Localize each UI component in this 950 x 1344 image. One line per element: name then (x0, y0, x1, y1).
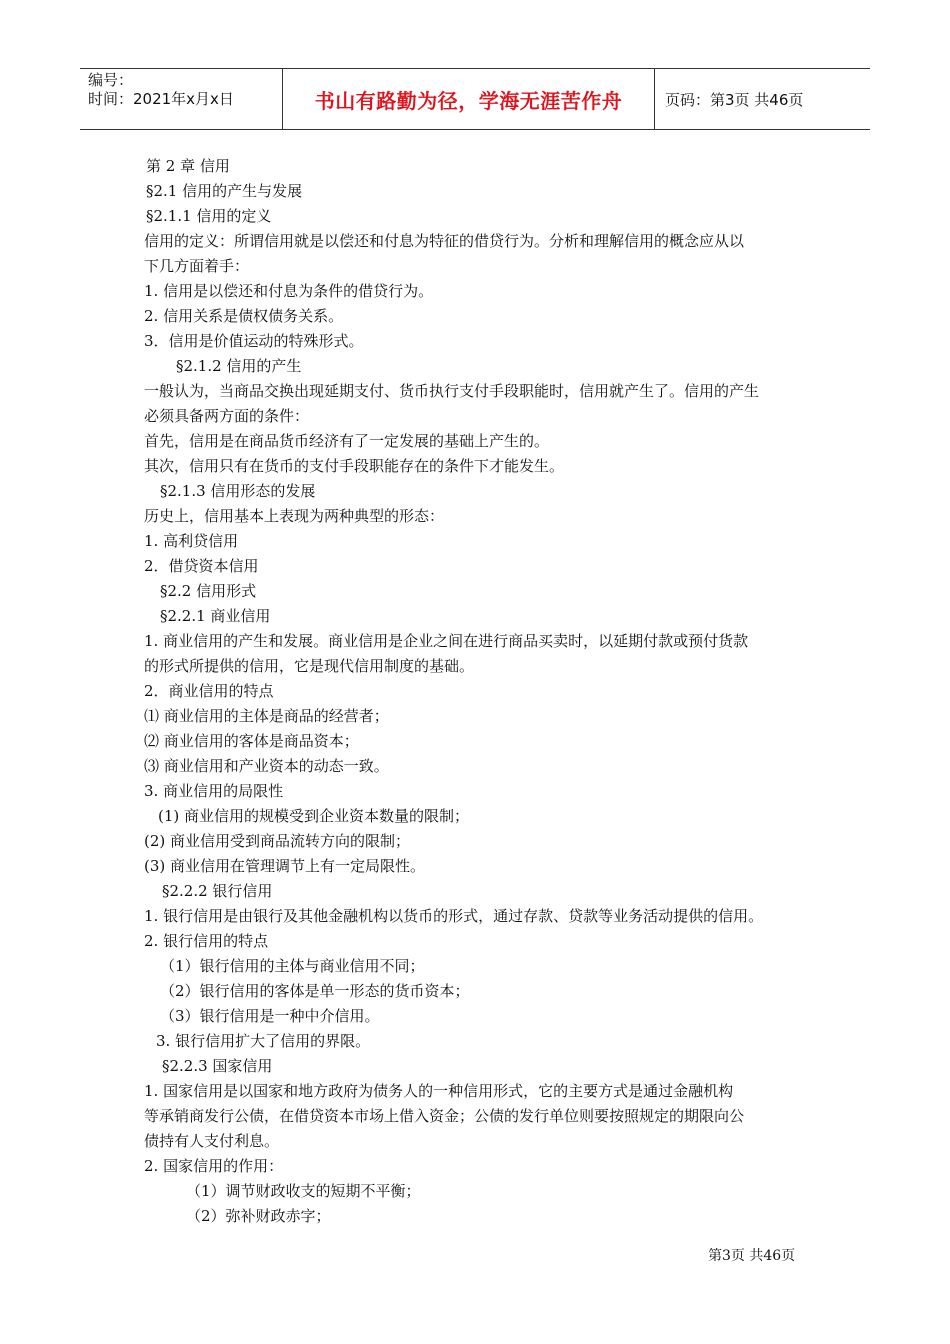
motto: 书山有路勤为径，学海无涯苦作舟 (314, 88, 623, 113)
time-label: 时间：2021年x月x日 (88, 90, 234, 108)
subsection-heading: §2.2.3 国家信用 (162, 1057, 273, 1075)
list-item: （3）银行信用是一种中介信用。 (160, 1007, 380, 1025)
paragraph-line: 信用的定义：所谓信用就是以偿还和付息为特征的借贷行为。分析和理解信用的概念应从以 (144, 232, 745, 250)
list-item: 3. 银行信用扩大了信用的界限。 (156, 1032, 371, 1050)
paragraph-line: 首先，信用是在商品货币经济有了一定发展的基础上产生的。 (144, 432, 550, 450)
paragraph-line: 债持有人支付利息。 (144, 1132, 280, 1150)
subsection-heading: §2.1.2 信用的产生 (176, 357, 302, 375)
list-item: 2. 国家信用的作用： (144, 1157, 284, 1175)
paragraph-line: 等承销商发行公债，在借贷资本市场上借入资金；公债的发行单位则要按照规定的期限向公 (144, 1107, 745, 1125)
list-item: (3) 商业信用在管理调节上有一定局限性。 (144, 857, 426, 875)
page-footer: 第3页 共46页 (708, 1248, 796, 1264)
subsection-heading: §2.2.2 银行信用 (162, 882, 273, 900)
paragraph-line: 必须具备两方面的条件： (144, 407, 310, 425)
section-heading: §2.2 信用形式 (160, 582, 257, 600)
list-item: 2．商业信用的特点 (144, 682, 274, 700)
number-label: 编号： (88, 71, 134, 89)
list-item: (2) 商业信用受到商品流转方向的限制； (144, 832, 411, 850)
header-right (655, 69, 870, 129)
header-left (80, 69, 282, 129)
list-item: （2）弥补财政赤字； (186, 1207, 331, 1225)
list-item: 1. 高利贷信用 (144, 532, 239, 550)
list-item: 2．借贷资本信用 (144, 557, 259, 575)
list-item: 2. 信用关系是债权债务关系。 (144, 307, 344, 325)
paragraph-line: 下几方面着手： (144, 257, 250, 275)
list-item: ⑶ 商业信用和产业资本的动态一致。 (144, 757, 389, 775)
page-info: 页码：第3页 共46页 (665, 90, 804, 109)
list-item: （1）调节财政收支的短期不平衡； (186, 1182, 421, 1200)
paragraph-line: 1. 国家信用是以国家和地方政府为债务人的一种信用形式，它的主要方式是通过金融机构 (144, 1082, 734, 1100)
paragraph-line: 历史上，信用基本上表现为两种典型的形态： (144, 507, 445, 525)
paragraph-line: 一般认为，当商品交换出现延期支付、货币执行支付手段职能时，信用就产生了。信用的产生 (144, 382, 760, 400)
paragraph-line: 其次，信用只有在货币的支付手段职能存在的条件下才能发生。 (144, 457, 565, 475)
list-item: （1）银行信用的主体与商业信用不同； (160, 957, 425, 975)
paragraph-line: 1. 银行信用是由银行及其他金融机构以货币的形式，通过存款、贷款等业务活动提供的信用。 (144, 907, 764, 925)
list-item: （2）银行信用的客体是单一形态的货币资本； (160, 982, 470, 1000)
section-heading: §2.1 信用的产生与发展 (146, 182, 303, 200)
list-item: ⑵ 商业信用的客体是商品资本； (144, 732, 359, 750)
page-header (80, 68, 870, 130)
list-item: (1) 商业信用的规模受到企业资本数量的限制； (158, 807, 470, 825)
chapter-title: 第 2 章 信用 (146, 157, 230, 175)
paragraph-line: 1. 商业信用的产生和发展。商业信用是企业之间在进行商品买卖时，以延期付款或预付货款 (144, 632, 749, 650)
subsection-heading: §2.2.1 商业信用 (160, 607, 271, 625)
list-item: 1. 信用是以偿还和付息为条件的借贷行为。 (144, 282, 434, 300)
paragraph-line: 的形式所提供的信用，它是现代信用制度的基础。 (144, 657, 475, 675)
list-item: ⑴ 商业信用的主体是商品的经营者； (144, 707, 389, 725)
list-item: 3. 商业信用的局限性 (144, 782, 284, 800)
header-middle (282, 69, 655, 129)
list-item: 2. 银行信用的特点 (144, 932, 269, 950)
list-item: 3．信用是价值运动的特殊形式。 (144, 332, 364, 350)
subsection-heading: §2.1.3 信用形态的发展 (160, 482, 316, 500)
subsection-heading: §2.1.1 信用的定义 (146, 207, 272, 225)
